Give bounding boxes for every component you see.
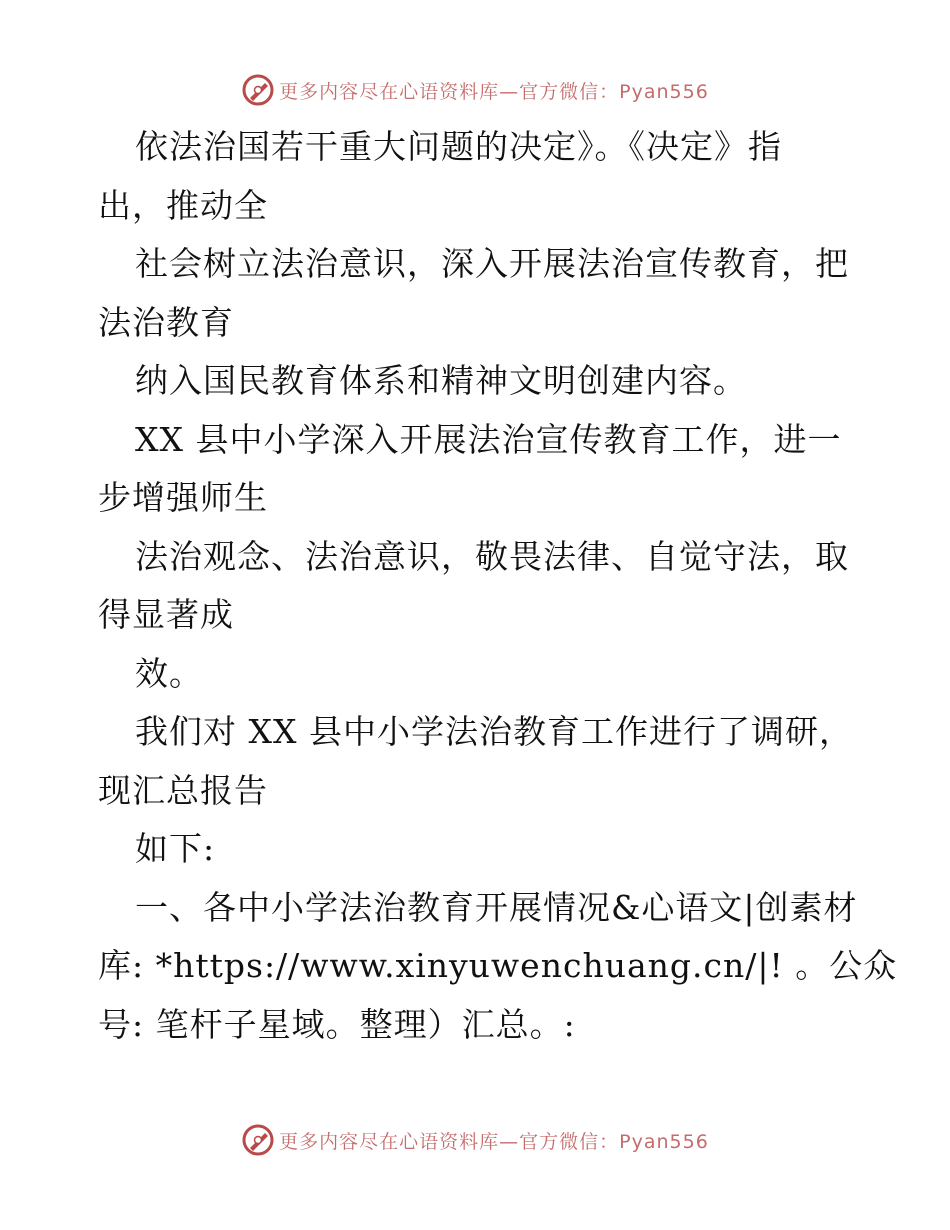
body-line: 依法治国若干重大问题的决定》。《决定》指: [135, 127, 782, 166]
pen-logo-icon: [241, 1123, 275, 1157]
body-line: 库: *https://www.xinyuwenchuang.cn/|! 。公众: [98, 946, 898, 985]
body-line: XX 县中小学深入开展法治宣传教育工作，进一: [135, 419, 842, 459]
body-line: 法治教育: [98, 302, 234, 342]
body-line: 社会树立法治意识，深入开展法治宣传教育，把: [135, 244, 849, 283]
body-line: 我们对 XX 县中小学法治教育工作进行了调研，: [135, 712, 853, 751]
body-line: 现汇总报告: [98, 770, 268, 810]
header-watermark-banner: [0, 70, 950, 110]
body-line: 号: 笔杆子星域。整理）汇总。:: [98, 1004, 576, 1044]
footer-watermark-text: 更多内容尽在心语资料库—官方微信：Pyan556: [279, 1130, 709, 1153]
body-line: 效。: [135, 653, 203, 693]
body-line: 出，推动全: [98, 185, 268, 225]
pen-logo-icon: [241, 73, 275, 107]
footer-watermark-banner: [0, 1120, 950, 1160]
body-line: 纳入国民教育体系和精神文明创建内容。: [135, 361, 747, 400]
body-line: 如下:: [135, 829, 216, 868]
body-line: 法治观念、法治意识，敬畏法律、自觉守法，取: [135, 536, 849, 576]
body-line: 得显著成: [98, 595, 234, 634]
header-watermark-text: 更多内容尽在心语资料库—官方微信：Pyan556: [279, 80, 709, 103]
document-body: [98, 118, 898, 1054]
body-line: 一、各中小学法治教育开展情况&心语文|创素材: [135, 887, 858, 927]
body-line: 步增强师生: [98, 478, 268, 517]
